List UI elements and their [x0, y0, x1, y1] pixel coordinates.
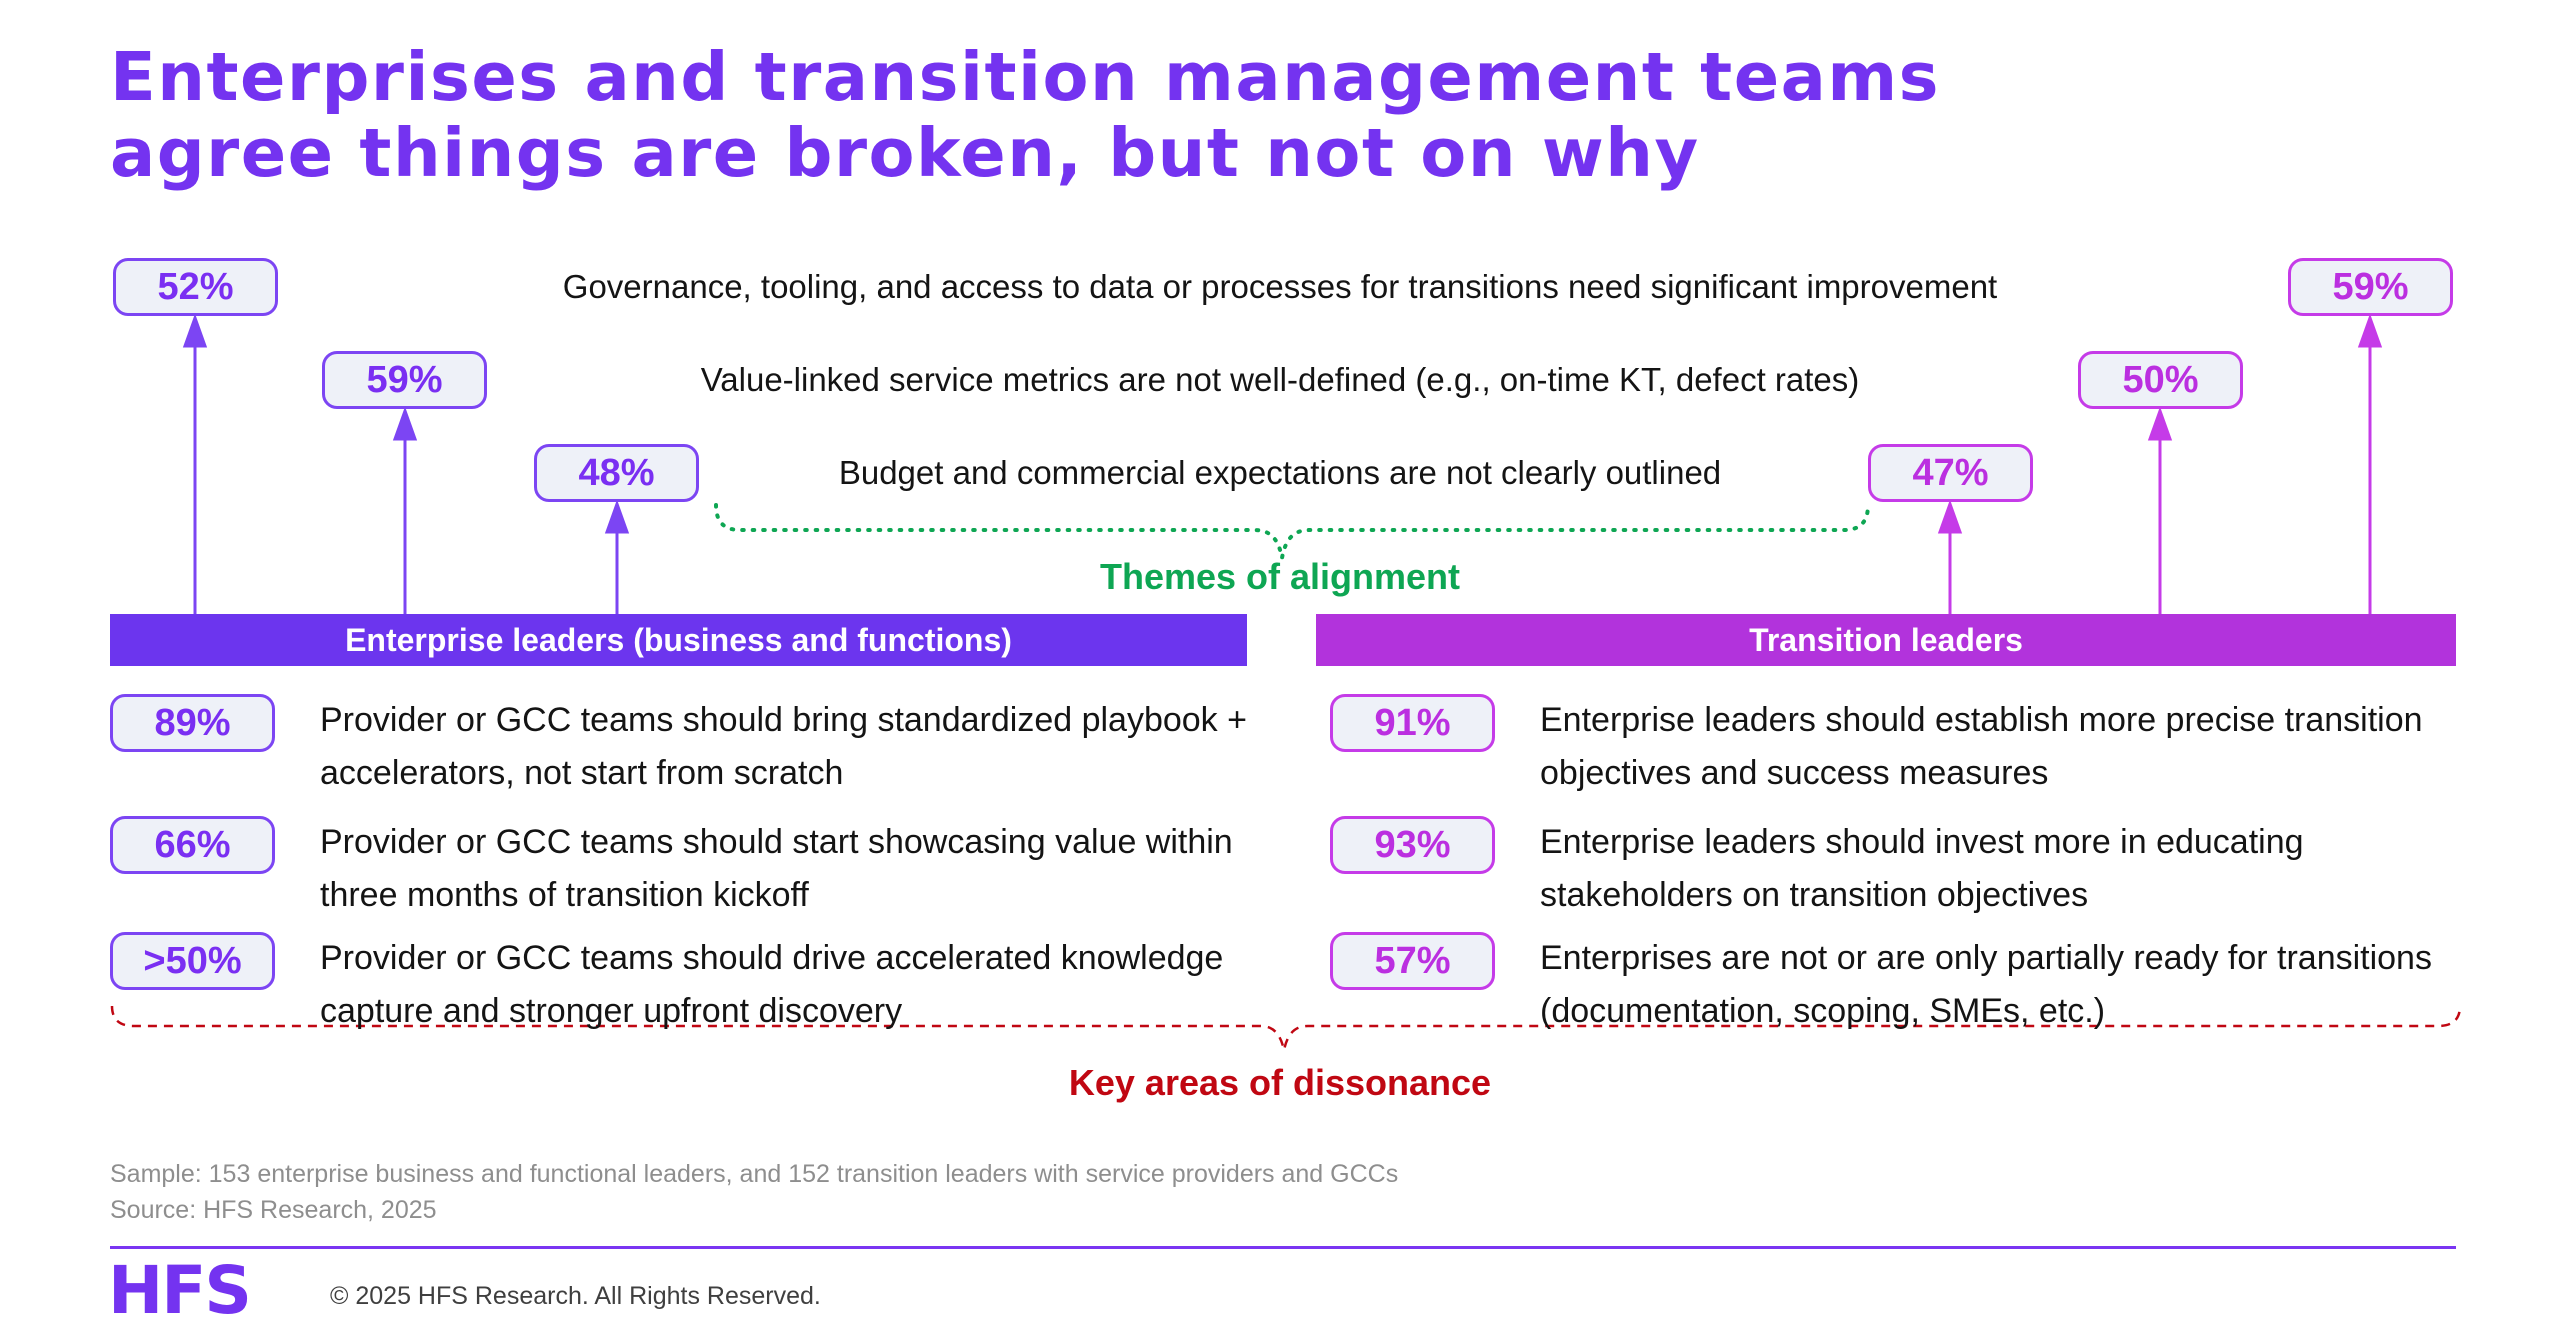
transition-row-text: Enterprise leaders should establish more precise transition objectives and success measures [1540, 701, 2423, 792]
enterprise-row [110, 816, 1255, 922]
page-title-line1: Enterprises and transition management teams [110, 38, 1941, 116]
enterprise-row-text: Provider or GCC teams should bring standardized playbook + accelerators, not start from scratch [320, 701, 1247, 792]
alignment-brace [716, 505, 1868, 558]
enterprise-pct-badge: >50% [110, 932, 275, 990]
sample-note: Sample: 153 enterprise business and functional leaders, and 152 transition leaders with service providers and GCCs [110, 1160, 1399, 1188]
enterprise-pct-badge: 48% [534, 444, 699, 502]
themes-of-alignment-label: Themes of alignment [1099, 556, 1461, 597]
page-title-line2: agree things are broken, but not on why [110, 113, 1700, 192]
enterprise-pct-badge: 59% [322, 351, 487, 409]
transition-pct-badge: 91% [1330, 694, 1495, 752]
copyright-text: © 2025 HFS Research. All Rights Reserved. [330, 1282, 821, 1310]
transition-row-text: Enterprises are not or are only partially ready for transitions (documentation, scoping, SMEs, etc.) [1540, 939, 2432, 1030]
alignment-statement: Value-linked service metrics are not well-defined (e.g., on-time KT, defect rates) [700, 361, 1860, 398]
enterprise-pct-badge: 52% [113, 258, 278, 316]
alignment-statement: Budget and commercial expectations are not clearly outlined [838, 454, 1722, 491]
transition-row-text: Enterprise leaders should invest more in educating stakeholders on transition objectives [1540, 823, 2304, 914]
enterprise-row-text: Provider or GCC teams should start showcasing value within three months of transition kickoff [320, 823, 1233, 914]
transition-pct-badge: 93% [1330, 816, 1495, 874]
enterprise-pct-badge: 89% [110, 694, 275, 752]
transition-pct-badge: 50% [2078, 351, 2243, 409]
enterprise-row-text: Provider or GCC teams should drive accelerated knowledge capture and stronger upfront discovery [320, 939, 1224, 1030]
transition-row [1330, 932, 2490, 1038]
enterprise-pct-badge: 66% [110, 816, 275, 874]
source-note: Source: HFS Research, 2025 [110, 1196, 437, 1224]
transition-pct-badge: 57% [1330, 932, 1495, 990]
alignment-statement: Governance, tooling, and access to data or processes for transitions need significant improvement [562, 268, 1998, 305]
enterprise-leaders-header: Enterprise leaders (business and functions) [110, 614, 1247, 666]
key-areas-of-dissonance-label: Key areas of dissonance [1068, 1062, 1492, 1103]
transition-row [1330, 694, 2490, 800]
enterprise-row [110, 694, 1255, 800]
transition-pct-badge: 59% [2288, 258, 2453, 316]
transition-leaders-header: Transition leaders [1316, 614, 2456, 666]
footer-divider [110, 1246, 2456, 1249]
enterprise-row [110, 932, 1255, 1038]
page-title [110, 40, 1940, 191]
transition-row [1330, 816, 2490, 922]
transition-pct-badge: 47% [1868, 444, 2033, 502]
hfs-logo: HFS [108, 1252, 250, 1329]
